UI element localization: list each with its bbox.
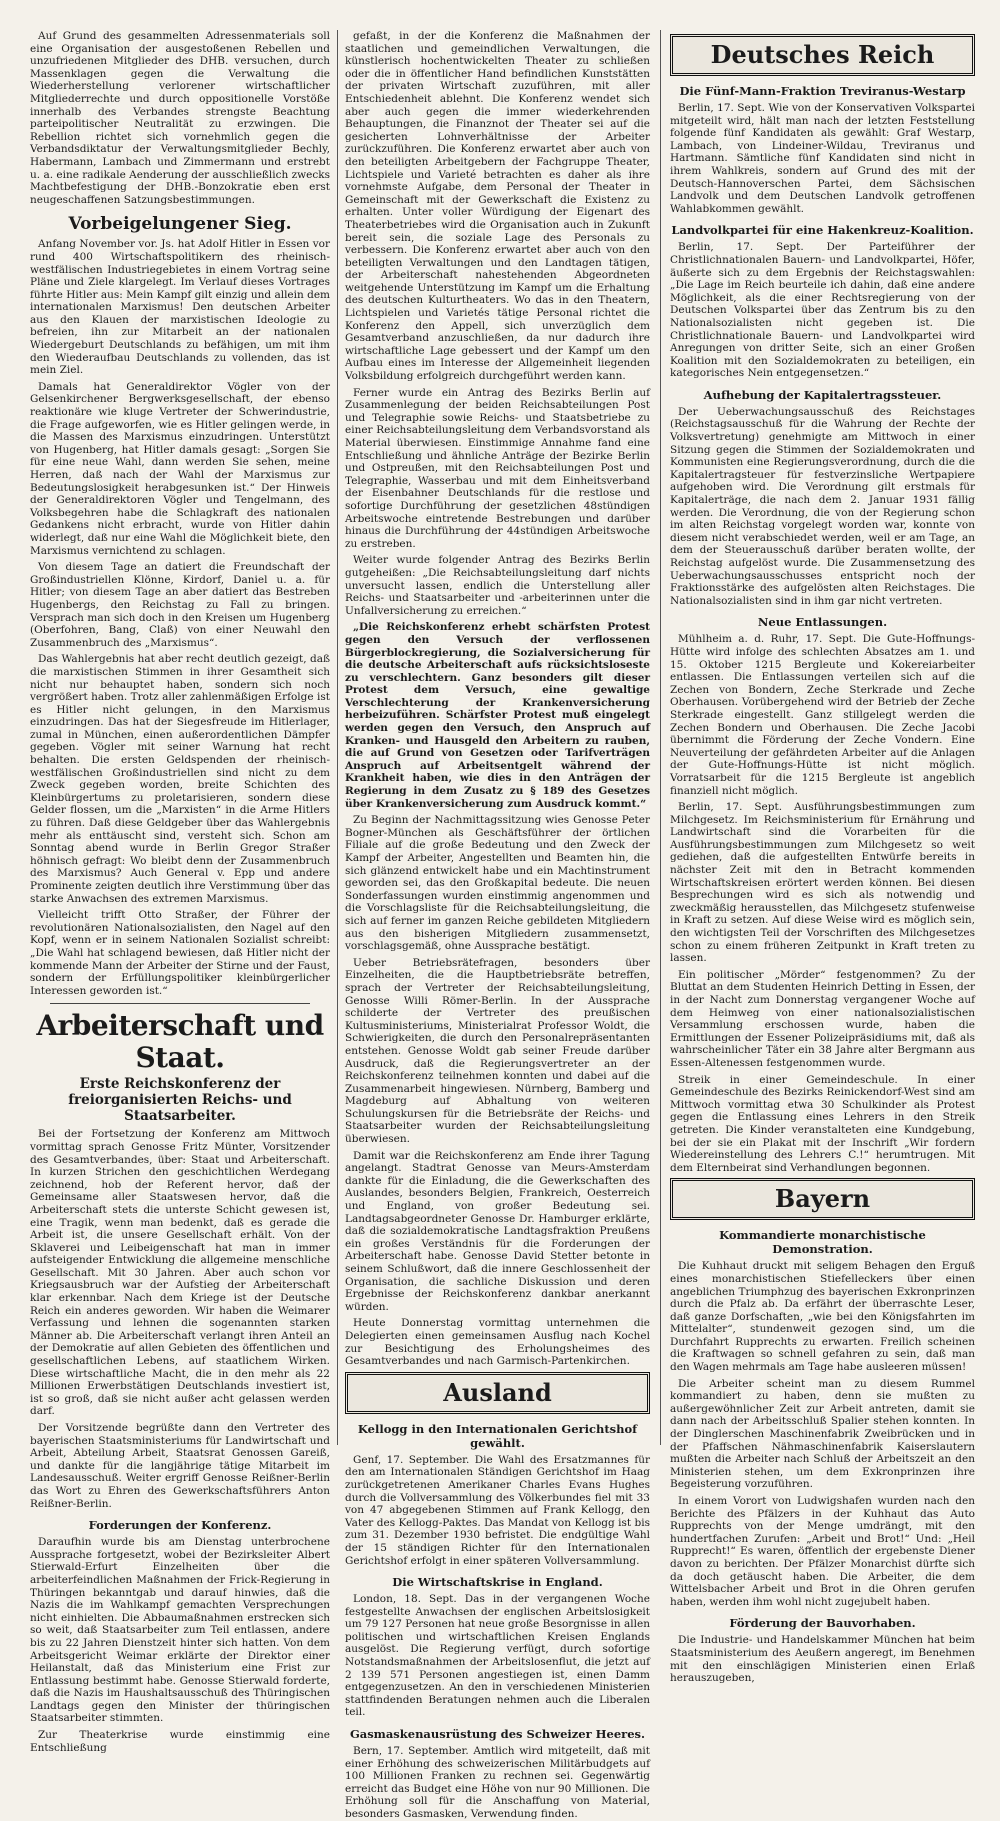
paragraph: In einem Vorort von Ludwigshafen wurden nach den Berichte des Pfälzers in der Kuhhaut das Auto Rupprechts von der Menge umdrängt, mit den hundertfachen Zurufen: „Arbeit und Brot!“ Und: „Heil Rupprecht!“ Es waren, öffentlich der ergebenste Diener davon zu berichten. Der Pfälzer Monarchist dürfte sich da doch getäuscht haben. Die Arbeiter, die dem Wittelsbacher Arbeit und Brot in die Ohren gerufen haben, werden ihm wohl nicht zugejubelt haben. [670, 1495, 975, 1608]
paragraph: Ueber Betriebsrätefragen, besonders über Einzelheiten, die die Hauptbetriebsräte betreffen, sprach der Vertreter der Reichsabteilungsleitung, Genosse Willi Römer-Berlin. In der Aussprache schilderte der Vertreter des preußischen Kultusministeriums, Ministerialrat Professor Woldt, die Schwierigkeiten, die durch den Personalrepräsentanten entstehen. Genosse Woldt gab seiner Freude darüber Ausdruck, daß die Regierungsvertreter an der Reichskonferenz teilnehmen konnten und dabei auf die Zusammenarbeit hingewiesen. Nürnberg, Bamberg und Magdeburg auf Abhaltung von weiteren Schulungskursen für die Betriebsräte der Reichs- und Staatsarbeiter wurden der Reichsabteilungsleitung überwiesen. [345, 956, 650, 1146]
paragraph: Zu Beginn der Nachmittagssitzung wies Genosse Peter Bogner-München als Geschäftsführer der örtlichen Filiale auf die große Bedeutung und den Zweck der Kampf der Arbeiter, Angestellten und Beamten hin, die sich glänzend entwickelt habe und ein Machtinstrument geworden sei, das den Großkapital bedeute. Die neuen Sonderfassungen wurden einstimmig angenommen und die Vorschlagsliste für die Reichsabteilungsleitung, die sich auf ferner im ganzen Reiche gebildeten Mitgliedern aus den bisherigen Mitgliedern zusammensetzt, vorschlagsgemäß, ohne Aussprache bestätigt. [345, 814, 650, 953]
paragraph: Berlin, 17. Sept. Ausführungsbestimmungen zum Milchgesetz. Im Reichsministerium für Ernährung und Landwirtschaft sind die Vorarbeiten für die Ausführungsbestimmungen zum Milchgesetz so weit gediehen, daß die aufgestellten Entwürfe bereits in nächster Zeit mit den in Betracht kommenden Wirtschaftskreisen erörtert werden können. Bei diesen Besprechungen wird es sich als notwendig und zweckmäßig herausstellen, das Milchgesetz stufenweise in Kraft zu setzen. Auf diese Weise wird es möglich sein, den wichtigsten Teil der Vorschriften des Milchgesetzes schon zu einem früheren Zeitpunkt in Kraft treten zu lassen. [670, 801, 975, 965]
paragraph: gefaßt, in der die Konferenz die Maßnahmen der staatlichen und gemeindlichen Verwaltungen, die künstlerisch hochentwickelten Theater zu schließen oder die in öffentlicher Hand befindlichen Kunststätten der privaten Wirtschaft zuzuführen, mit aller Entschiedenheit ablehnt. Die Konferenz wendet sich aber auch gegen die immer wiederkehrenden Behauptungen, die Finanznot der Theater sei auf die gesicherten Lohnverhältnisse der Arbeiter zurückzuführen. Die Konferenz erwartet aber auch von den beteiligten Arbeitgebern der Fachgruppe Theater, Lichtspiele und Varieté betrachten es daher als ihre vornehmste Aufgabe, dem Personal der Theater in Gemeinschaft mit der Gewerkschaft die Existenz zu erhalten. Unter voller Würdigung der Eigenart des Theaterbetriebes wird die Organisation auch in Zukunft bereit sein, die soziale Lage des Personals zu verbessern. Die Konferenz erwartet aber auch von den beteiligten Verwaltungen und den Landtagen tätigen, der Arbeiterschaft nahestehenden Abgeordneten weitgehende Unterstützung im Kampf um die Erhaltung des deutschen Kulturtheaters. Wo das in den Theatern, Lichtspielen und Varietés tätige Personal richtet die Konferenz den Appell, sich unverzüglich dem Gesamtverband anzuschließen, da nur dadurch ihre wirtschaftliche Lage gebessert und der Kampf um den Aufbau eines im Interesse der Allgemeinheit liegenden Volksbildung erfolgreich durchgeführt werden kann. [345, 30, 650, 383]
intro-paragraph: Auf Grund des gesammelten Adressenmaterials soll eine Organisation der ausgestoßenen Rebellen und unzufriedenen Mitglieder des DHB. versuchen, durch Massenklagen gegen die Verwaltung die Wiederherstellung verlorener wirtschaftlicher Mitgliederrechte und durch oppositionelle Vorstöße innerhalb des Verbandes strengste Beachtung parteipolitischer Neutralität zu erzwingen. Die Rebellion richtet sich vornehmlich gegen die Verbandsdiktatur der Verwaltungsmitglieder Bechly, Habermann, Lambach und Zimmermann und erstrebt u. a. eine radikale Aenderung der ausschließlich zwecks Machtbefestigung der DHB.-Bonzokratie eben erst neugeschaffenen Satzungsbestimmungen. [30, 30, 330, 206]
paragraph: Die Industrie- und Handelskammer München hat beim Staatsministerium des Aeußern angeregt, im Benehmen mit den einschlägigen Ministerien einen Erlaß herauszugeben, [670, 1634, 975, 1685]
headline-kapitalertragssteuer: Aufhebung der Kapitalertragssteuer. [703, 387, 942, 402]
paragraph: Vielleicht trifft Otto Straßer, der Führer der revolutionären Nationalsozialisten, den Nagel auf den Kopf, wenn er in seinem Nationalen Sozialist schreibt: „Die Wahl hat schlagend bewiesen, daß Hitler nicht der kommende Mann der Arbeiter der Stirne und der Faust, sondern der Erfüllungspolitiker kleinbürgerlicher Interessen geworden ist.“ [30, 909, 330, 997]
headline-fuenf-mann-fraktion: Die Fünf-Mann-Fraktion Treviranus-Westarp [679, 84, 966, 98]
headline-kellogg: Kellogg in den Internationalen Gerichtshof gewählt. [357, 1421, 638, 1450]
headline-forderungen: Forderungen der Konferenz. [88, 1518, 272, 1533]
column-rule [337, 30, 338, 1445]
headline-arbeiterschaft-und-staat: Arbeiterschaft und Staat. [36, 1009, 324, 1075]
paragraph: Bern, 17. September. Amtlich wird mitgeteilt, daß mit einer Erhöhung des schweizerischen Militärbudgets auf 100 Millionen Franken zu rechnen sei. Gegenwärtig erreicht das Budget eine Höhe von nur 90 Millionen. Die Erhöhung soll für die Anschaffung von Material, besonders Gasmasken, Verwendung finden. [345, 1745, 650, 1820]
paragraph: Streik in einer Gemeindeschule. In einer Gemeindeschule des Bezirks Reinickendorf-West sind am Mittwoch vormittag etwa 30 Schulkinder als Protest gegen die Entlassung eines Lehrers in den Streik getreten. Die Kinder veranstalteten eine Kundgebung, bei der sie ein Plakat mit der Inschrift „Wir fordern Wiedereinstellung des Lehrers C.!“ herumtrugen. Mit dem Elternbeirat sind Verhandlungen begonnen. [670, 1073, 975, 1174]
column-right [670, 30, 975, 1685]
headline-monarchistische-demonstration: Kommandierte monarchistische Demonstration. [719, 1228, 926, 1257]
headline-gasmasken: Gasmaskenausrüstung des Schweizer Heeres. [349, 1727, 646, 1742]
paragraph: Zur Theaterkrise wurde einstimmig eine Entschließung [30, 1729, 330, 1754]
headline-landvolkpartei: Landvolkpartei für eine Hakenkreuz-Koalition. [671, 223, 974, 238]
paragraph: Ein politischer „Mörder“ festgenommen? Zu der Bluttat an dem Studenten Heinrich Detting in Essen, der in der Nacht zum Donnerstag vergangener Woche auf dem Heimweg von einer nationalsozialistischen Versammlung erschossen wurde, haben die Ermittlungen der Essener Polizeipräsidiums mit, daß als wahrscheinlicher Täter ein 38 Jahre alter Bergmann aus Essen-Altenessen festgenommen wurde. [670, 968, 975, 1069]
paragraph: Die Kuhhaut druckt mit seligem Behagen den Erguß eines monarchistischen Stiefelleckers über einen angeblichen Triumphzug des bayerischen Exkronprinzen durch die Pfalz ab. Da erfährt der überraschte Leser, daß ganze Dorfschaften, „wie bei den Königsfahrten im Mittelalter“, stundenweit gezogen sind, um die Durchfahrt Rupprechts zu erwarten. Freilich scheinen die Kraftwagen so schnell gefahren zu sein, daß man den Wagen mehrmals am Tage habe ausleeren müssen! [670, 1260, 975, 1374]
headline-neue-entlassungen: Neue Entlassungen. [757, 615, 888, 630]
paragraph: Die Arbeiter scheint man zu diesem Rummel kommandiert zu haben, denn sie mußten zu außergewöhnlicher Zeit zur Arbeit antreten, damit sie dann nach der Arbeitsschluß Spalier stehen konnten. In der Dinglerschen Maschinenfabrik Zweibrücken und in der Pfaffschen Nähmaschinenfabrik Kaiserslautern mußten die Arbeiter nach Schluß der Arbeitszeit an den Ministerien stehen, um dem Exkronprinzen ihre Begeisterung vorzuführen. [670, 1377, 975, 1491]
paragraph: Mühlheim a. d. Ruhr, 17. Sept. Die Gute-Hoffnungs-Hütte wird infolge des schlechten Absatzes am 1. und 15. Oktober 1215 Bergleute und Kokereiarbeiter entlassen. Die Entlassungen verteilen sich auf die Zechen von Bondern, Zeche Sterkrade und Zeche Oberhausen. Vorübergehend wird der Betrieb der Zeche Sterkrade eingestellt. Ganz stillgelegt werden die Zechen Bondern und Oberhausen. Die Zeche Jacobi übernimmt die Förderung der Zeche Vondern. Eine Neuverteilung der gefährdeten Arbeiter auf die Anlagen der Gute-Hoffnungs-Hütte ist nicht möglich. Vorratsarbeit für die 1215 Bergleute ist angeblich finanziell nicht möglich. [670, 633, 975, 797]
headline-bauvorhaben: Förderung der Bauvorhaben. [729, 1616, 916, 1631]
subheadline-reichskonferenz: Erste Reichskonferenz der freiorganisierten Reichs- und Staatsarbeiter. [68, 1076, 292, 1125]
section-banner-bayern: Bayern [670, 1178, 975, 1220]
paragraph: Damals hat Generaldirektor Vögler von der Gelsenkirchener Bergwerksgesellschaft, der ebenso reaktionäre wie kluge Vertreter der Schwerindustrie, die Frage aufgeworfen, wie es Hitler gelingen werde, in die Massen des Marxismus einzudringen. Unterstützt von Hugenberg, hat Hitler damals gesagt: „Sorgen Sie für eine neue Wahl, dann werden Sie sehen, meine Herren, daß nach der Wahl der Marxismus zur Bedeutungslosigkeit herabgesunken ist.“ Der Hinweis der Generaldirektoren Vögler und Tengelmann, des Volksbegehren habe die Schlagkraft des nationalen Gedankens nicht erbracht, wurde von Hitler dahin widerlegt, daß nur eine Wahl die Möglichkeit biete, den Marxismus vernichtend zu schlagen. [30, 380, 330, 557]
paragraph: London, 18. Sept. Das in der vergangenen Woche festgestellte Anwachsen der englischen Arbeitslosigkeit um 79 127 Personen hat neue große Besorgnisse in allen politischen und wirtschaftlichen Kreisen Englands ausgelöst. Die Regierung verfügt, durch sofortige Notstandsmaßnahmen der Arbeitslosenflut, die jetzt auf 2 139 571 Personen angestiegen ist, einen Damm entgegenzusetzen. An den in verschiedenen Ministerien stattfindenden Beratungen nehmen auch die Liberalen teil. [345, 1593, 650, 1719]
paragraph: Ferner wurde ein Antrag des Bezirks Berlin auf Zusammenlegung der beiden Reichsabteilungen Post und Telegraphie sowie Reichs- und Staatsbetriebe zu einer Reichsabteilungsleitung dem Verbandsvorstand als Material überwiesen. Einstimmige Annahme fand eine Entschließung und ähnliche Anträge der Bezirke Berlin und Ostpreußen, mit den Reichsabteilungen Post und Telegraphie, Wasserbau und mit dem Einheitsverband der Eisenbahner Deutschlands für die restlose und sofortige Durchführung der gesetzlichen 48stündigen Arbeitswoche eintretende Bestrebungen und darüber hinaus die Durchführung der 44stündigen Arbeitswoche zu erstreben. [345, 386, 650, 550]
paragraph: Bei der Fortsetzung der Konferenz am Mittwoch vormittag sprach Genosse Fritz Münter, Vorsitzender des Gesamtverbandes, über: Staat und Arbeiterschaft. In kurzen Strichen den geschichtlichen Werdegang zeichnend, hob der Referent hervor, daß der Gemeinsame aller Staatswesen hervor, daß die Arbeiterschaft stets die unterste Schicht gewesen ist, eine Tragik, wenn man bedenkt, daß es gerade die Arbeit ist, die unsere Gesellschaft erhält. Von der Sklaverei und Leibeigenschaft hat man in immer aufsteigender Entwicklung die allgemeine menschliche Gesellschaft. Mit 30 Jahren. Aber auch schon vor Kriegsausbruch war der Aufstieg der Arbeiterschaft klar erkennbar. Nach dem Kriege ist der Deutsche Reich ein anderes geworden. Wir haben die Weimarer Verfassung und lehnen die sogenannten starken Männer ab. Die Arbeiterschaft verlangt ihren Anteil an der Demokratie auf allen Gebieten des öffentlichen und gesellschaftlichen Lebens, auf staatlichem Wirken. Diese wirtschaftliche Macht, die in den mehr als 22 Millionen Erwerbstätigen Deutschlands investiert ist, ist so groß, daß sie nicht außer acht gelassen werden darf. [30, 1128, 330, 1418]
paragraph: Berlin, 17. Sept. Der Parteiführer der Christlichnationalen Bauern- und Landvolkpartei, Höfer, äußerte sich zu dem Ergebnis der Reichstagswahlen: „Die Lage im Reich beurteile ich dahin, daß eine andere Möglichkeit, als die einer Rechtsregierung von der Deutschen Volkspartei über das Zentrum bis zu den Nationalsozialisten nicht gegeben ist. Die Christlichnationale Bauern- und Landvolkpartei wird Anregungen von dritter Seite, sich an einer Großen Koalition mit den Sozialdemokraten zu beteiligen, ein kategorisches Nein entgegensetzen.“ [670, 241, 975, 380]
paragraph: Weiter wurde folgender Antrag des Bezirks Berlin gutgeheißen: „Die Reichsabteilungsleitung darf nichts unversucht lassen, endlich die Unterstellung aller Reichs- und Staatsarbeiter und -arbeiterinnen unter die Unfallversicherung zu erreichen.“ [345, 554, 650, 617]
section-banner-ausland: Ausland [345, 1372, 650, 1414]
paragraph: Von diesem Tage an datiert die Freundschaft der Großindustriellen Klönne, Kirdorf, Daniel u. a. für Hitler; von diesem Tage an aber datiert das Bestreben Hugenbergs, den Reichstag zu Fall zu bringen. Versprach man sich doch in den Kreisen um Hugenberg (Oberfohren, Bang, Claß) von einer Neuwahl den Zusammenbruch des „Marxismus“. [30, 561, 330, 649]
paragraph: Daraufhin wurde bis am Dienstag unterbrochene Aussprache fortgesetzt, wobei der Bezirksleiter Albert Stierwald-Erfurt Einzelheiten über die arbeiterfeindlichen Maßnahmen der Frick-Regierung in Thüringen bekanntgab und darauf hinwies, daß die Nazis die im Wahlkampf gemachten Versprechungen nicht einhielten. Die Abbaumaßnahmen erstrecken sich so weit, daß Staatsarbeiter zum Teil entlassen, andere bis zu 22 Jahren Dienstzeit hinter sich hatten. Von dem Arbeitsgericht Weimar erklärte der Direktor einer Heilanstalt, daß das Ministerium eine Frist zur Entlassung bestimmt habe. Genosse Stierwald forderte, daß die Nazis im Haushaltsausschuß des Thüringischen Landtags gegen den Minister der thüringischen Staatsarbeiter stimmten. [30, 1536, 330, 1725]
headline-wirtschaftskrise: Die Wirtschaftskrise in England. [392, 1575, 603, 1590]
paragraph: Der Vorsitzende begrüßte dann den Vertreter des bayerischen Staatsministeriums für Landwirtschaft und Arbeit, Abteilung Arbeit, Staatsrat Genossen Gareiß, und dankte für die langjährige tätige Mitarbeit im Landesausschuß. Weiter ergriff Genosse Reißner-Berlin das Wort zu Ehren des Gewerkschaftsführers Anton Reißner-Berlin. [30, 1422, 330, 1510]
paragraph: Anfang November vor. Js. hat Adolf Hitler in Essen vor rund 400 Wirtschaftspolitikern des rheinisch-westfälischen Industriegebietes in einem Vortrag seine Pläne und Ziele klargelegt. Im Verlauf dieses Vortrages führte Hitler aus: Mein Kampf gilt einzig und allein dem internationalen Marxismus! Den deutschen Arbeiter aus den Klauen der marxistischen Ideologie zu befreien, ihn zur Mitarbeit an der nationalen Wiedergeburt Deutschlands zu befähigen, um mit ihm den Wiederaufbau Deutschlands zu vollenden, das ist mein Ziel. [30, 238, 330, 377]
divider [50, 1003, 310, 1004]
headline-vorbeigelungener-sieg: Vorbeigelungener Sieg. [68, 214, 292, 235]
paragraph: Berlin, 17. Sept. Wie von der Konservativen Volkspartei mitgeteilt wird, hält man nach der letzten Feststellung folgende fünf Kandidaten als gewählt: Graf Westarp, Lambach, von Lindeiner-Wildau, Treviranus und Hartmann. Sämtliche fünf Kandidaten sind nicht in ihrem Wahlkreis, sondern auf Grund des mit der Deutsch-Hannoverschen Partei, dem Sächsischen Landvolk und dem Deutschen Landvolk getroffenen Wahlabkommen gewählt. [670, 102, 975, 215]
paragraph: Der Ueberwachungsausschuß des Reichstages (Reichstagsausschuß für die Wahrung der Rechte der Volksvertretung) genehmigte am Mittwoch in einer Sitzung gegen die Stimmen der Sozialdemokraten und Kommunisten eine Regierungsverordnung, durch die die Kapitalertragsteuer für festverzinsliche Wertpapiere aufgehoben wird. Die Verordnung gilt erstmals für Kapitalerträge, die nach dem 2. Januar 1931 fällig werden. Die Verordnung, die von der Regierung schon im alten Reichstag vorgelegt worden war, konnte von diesem nicht verabschiedet werden, weil er am Tage, an dem der Steuerausschuß darüber beraten wollte, der Reichstag aufgelöst wurde. Die Zusammensetzung des Ueberwachungsausschusses entspricht noch der Fraktionsstärke des aufgelösten alten Reichstages. Die Nationalsozialisten sind in ihm gar nicht vertreten. [670, 405, 975, 607]
column-middle [345, 30, 650, 1820]
section-banner-deutsches-reich: Deutsches Reich [670, 34, 975, 76]
paragraph: Heute Donnerstag vormittag unternehmen die Delegierten einen gemeinsamen Ausflug nach Kochel zur Besichtigung des Erholungsheimes des Gesamtverbandes und nach Garmisch-Partenkirchen. [345, 1317, 650, 1368]
column-left [30, 30, 330, 1754]
column-rule [660, 30, 661, 1445]
paragraph: Genf, 17. September. Die Wahl des Ersatzmannes für den am Internationalen Ständigen Gerichtshof im Haag zurückgetretenen Amerikaner Charles Evans Hughes durch die Vollversammlung des Völkerbundes fiel mit 33 von 47 abgegebenen Stimmen auf Frank Kellogg, den Vater des Kellogg-Paktes. Das Mandat von Kellogg ist bis zum 31. Dezember 1930 befristet. Die endgültige Wahl der 15 ständigen Richter für den Internationalen Gerichtshof erfolgt in einer späteren Vollversammlung. [345, 1453, 650, 1567]
paragraph-resolution: „Die Reichskonferenz erhebt schärfsten Protest gegen den Versuch der verflossenen Bürgerblockregierung, die Sozialversicherung für die deutsche Arbeiterschaft aufs rücksichtsloseste zu verschlechtern. Ganz besonders gilt dieser Protest dem Versuch, eine gewaltige Verschlechterung der Krankenversicherung herbeizuführen. Schärfster Protest muß eingelegt werden gegen den Versuch, den Anspruch auf Kranken- und Hausgeld den Arbeitern zu rauben, die auf Grund von Gesetzen oder Tarifverträgen Anspruch auf Arbeitsentgelt während der Krankheit haben, wie dies in den Anträgen der Regierung in dem Zusatz zu § 189 des Gesetzes über Krankenversicherung zum Ausdruck kommt.“ [345, 621, 650, 810]
paragraph: Damit war die Reichskonferenz am Ende ihrer Tagung angelangt. Stadtrat Genosse van Meurs-Amsterdam dankte für die Einladung, die die Gewerkschaften des Auslandes, besonders Belgien, Frankreich, Oesterreich und England, von großer Bedeutung sei. Landtagsabgeordneter Genosse Dr. Hamburger erklärte, daß die sozialdemokratische Landtagsfraktion Preußens ein großes Verständnis für die Forderungen der Arbeiterschaft habe. Genosse David Stetter betonte in seinem Schlußwort, daß die innere Geschlossenheit der Organisation, die sachliche Diskussion und deren Ergebnisse der Reichskonferenz dankbar anerkannt würden. [345, 1149, 650, 1313]
paragraph: Das Wahlergebnis hat aber recht deutlich gezeigt, daß die marxistischen Stimmen in ihrer Gesamtheit sich nicht nur behauptet haben, sondern sich noch vergrößert haben. Trotz aller zahlenmäßigen Erfolge ist es Hitler nicht gelungen, in den Marxismus einzudringen. Das hat der Siegesfreude im Hitlerlager, zumal in München, einen außerordentlichen Dämpfer gegeben. Vögler mit seiner Warnung hat recht behalten. Die ersten Geldspenden der rheinisch-westfälischen Großindustriellen sind nicht zu dem Zweck gegeben worden, breite Schichten des Kleinbürgertums zu proletarisieren, sondern diese Gelder flossen, um die „Marxisten“ in die Arme Hitlers zu führen. Daß diese Geldgeber über das Wahlergebnis mehr als enttäuscht sind, versteht sich. Schon am Sonntag abend wurde in Berlin Gregor Straßer höhnisch gefragt: Wo bleibt denn der Zusammenbruch des Marxismus? Auch General v. Epp und andere Prominente zeigten deutlich ihre Verstimmung über das starke Anwachsen des extremen Marxismus. [30, 653, 330, 905]
